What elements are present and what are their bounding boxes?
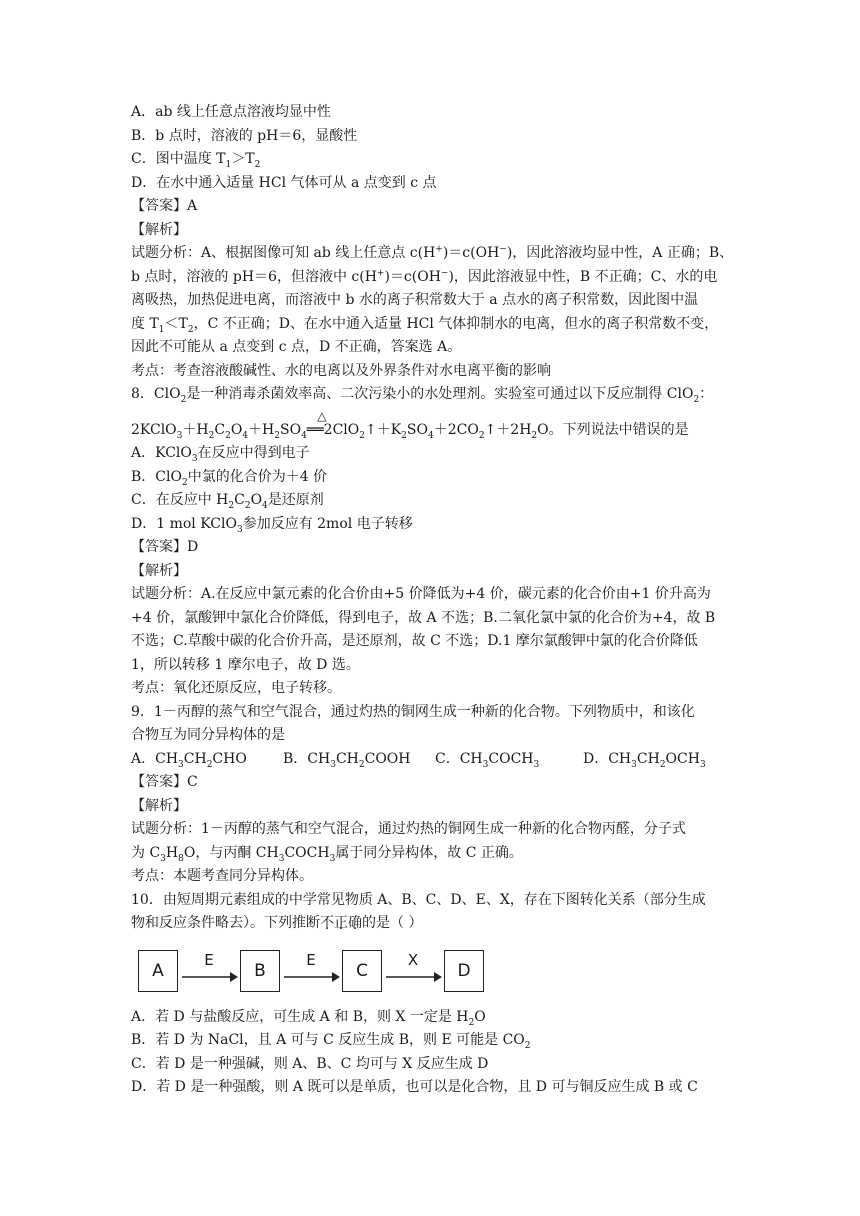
q9-option-a: A．$CH_3CH_2CHO$	[131, 750, 247, 770]
q9-stem: 9．1－丙醇的蒸气和空气混合，通过灼热的铜网生成一种新的化合物。下列物质中，和该化	[131, 703, 695, 720]
q8-equation: $2KClO_3+H_2C_2O_4+H_2SO_4$ △ $══2ClO_2↑+K_2SO_4+2CO_2↑+2H_2O$。下列说法中错误的是	[131, 419, 731, 443]
delta-symbol: △	[317, 408, 327, 423]
arrow-e	[178, 951, 240, 991]
q10-option-c: C．若 D 是一种强碱，则 A、B、C 均可与 X 反应生成 D	[131, 1055, 489, 1072]
q7-answer: 【答案】A	[131, 198, 198, 214]
emphasis-char: 确	[348, 915, 362, 931]
q10-stem: 物和反应条件略去）。下列推断不正确的是（ ）	[131, 915, 423, 931]
q9-option-c: C．$CH_3COCH_3$	[435, 750, 540, 770]
q7-option-c: C．图中温度 $T_1>T_2$	[131, 151, 261, 170]
q7-analysis-label: 【解析】	[131, 221, 187, 238]
box-c: C	[342, 950, 382, 992]
q7-option-d: D．在水中通入适量 HCl 气体可从 a 点变到 c 点	[131, 174, 437, 191]
q8-analysis-line: 1，所以转移 1 摩尔电子，故 D 选。	[131, 656, 360, 673]
arrow-label: X	[407, 950, 419, 969]
q7-option-a: A．ab 线上任意点溶液均显中性	[131, 104, 331, 120]
q9-point: 考点：本题考查同分异构体。	[131, 868, 313, 884]
box-a: A	[138, 950, 178, 992]
q9-option-d: D．$CH_3CH_2OCH_3$	[583, 750, 706, 770]
q10-option-a: A．若 D 与盐酸反应，可生成 A 和 B，则 X 一定是 $H_2O$	[131, 1008, 486, 1028]
q7-option-b: B．b 点时，溶液的 pH＝6，显酸性	[131, 127, 358, 144]
emphasis-char: 不	[320, 915, 334, 931]
q9-analysis-label: 【解析】	[131, 797, 187, 814]
q7-analysis-line: 离吸热，加热促进电离，而溶液中 b 水的离子积常数大于 a 点水的离子积常数，因此图中温	[131, 292, 699, 308]
q7-analysis-line: b 点时，溶液的 pH＝6，但溶液中 c(H+)＝c(OH−)，因此溶液显中性，B 不正确；C、水的电	[131, 267, 718, 285]
arrow-label: E	[204, 950, 214, 969]
arrow-icon	[382, 971, 444, 983]
emphasis-char: 正	[334, 915, 348, 931]
q9-option-b: B．$CH_3CH_2COOH$	[283, 750, 411, 770]
q10-option-b: B．若 D 为 NaCl，且 A 可与 C 反应生成 B，则 E 可能是 $CO_2$	[131, 1032, 531, 1051]
box-b: B	[240, 950, 280, 992]
q9-analysis-line: 试题分析：1－丙醇的蒸气和空气混合，通过灼热的铜网生成一种新的化合物丙醛，分子式	[131, 821, 686, 837]
q8-option-b: B．ClO$_2$中氯的化合价为＋4 价	[131, 468, 328, 488]
q8-stem: 8．ClO$_2$是一种消毒杀菌效率高、二次污染小的水处理剂。实验室可通过以下反应制得 ClO$_2$：	[131, 386, 714, 405]
box-d: D	[444, 950, 484, 992]
q9-options	[131, 748, 731, 772]
document-page	[131, 101, 734, 1100]
q8-answer: 【答案】D	[131, 539, 199, 555]
q8-analysis-line: 试题分析：A.在反应中氯元素的化合价由+5 价降低为+4 价，碳元素的化合价由+1 价升高为	[131, 586, 711, 602]
arrow-x	[382, 951, 444, 991]
q9-analysis-line: 为 $C_3H_8O$，与丙酮 $CH_3COCH_3$属于同分异构体，故 C 正确。	[131, 844, 523, 864]
q7-analysis-line: 试题分析：A、根据图像可知 ab 线上任意点 c(H+)＝c(OH−)，因此溶液均显中性，A 正确；B、	[131, 244, 734, 261]
q9-answer: 【答案】C	[131, 774, 198, 790]
q8-analysis-line: +4 价，氯酸钾中氯化合价降低，得到电子，故 A 不选；B.二氧化氯中氯的化合价为+4，故 B	[131, 609, 716, 626]
arrow-icon	[280, 971, 342, 983]
q10-stem: 10．由短周期元素组成的中学常见物质 A、B、C、D、E、X，存在下图转化关系（部分生成	[131, 891, 706, 908]
q10-option-d: D．若 D 是一种强酸，则 A 既可以是单质，也可以是化合物，且 D 可与铜反应生成 B 或 C	[131, 1079, 698, 1095]
arrow-label: E	[306, 950, 316, 969]
q8-point: 考点：氧化还原反应，电子转移。	[131, 680, 341, 696]
q8-analysis-label: 【解析】	[131, 562, 187, 579]
q7-point: 考点：考查溶液酸碱性、水的电离以及外界条件对水电离平衡的影响	[131, 362, 551, 379]
q8-analysis-line: 不选；C.草酸中碳的化合价升高，是还原剂，故 C 不选；D.1 摩尔氯酸钾中氯的化合价降低	[131, 633, 698, 649]
q7-analysis-line: 度 $T_1<T_2$，C 不正确；D、在水中通入适量 HCl 气体抑制水的电离，但水的离子积常数不变，	[131, 315, 719, 335]
arrow-icon	[178, 971, 240, 983]
q8-option-a: A．KClO$_3$在反应中得到电子	[131, 445, 310, 464]
arrow-e	[280, 951, 342, 991]
q8-option-c: C．在反应中 $H_2C_2O_4$是还原剂	[131, 492, 324, 511]
heat-condition: △ ══	[307, 419, 324, 443]
conversion-diagram	[138, 950, 731, 992]
q8-option-d: D．1 mol KClO$_3$参加反应有 2mol 电子转移	[131, 515, 413, 535]
q7-analysis-line: 因此不可能从 a 点变到 c 点，D 不正确，答案选 A。	[131, 339, 462, 355]
q9-stem: 合物互为同分异构体的是	[131, 727, 285, 743]
